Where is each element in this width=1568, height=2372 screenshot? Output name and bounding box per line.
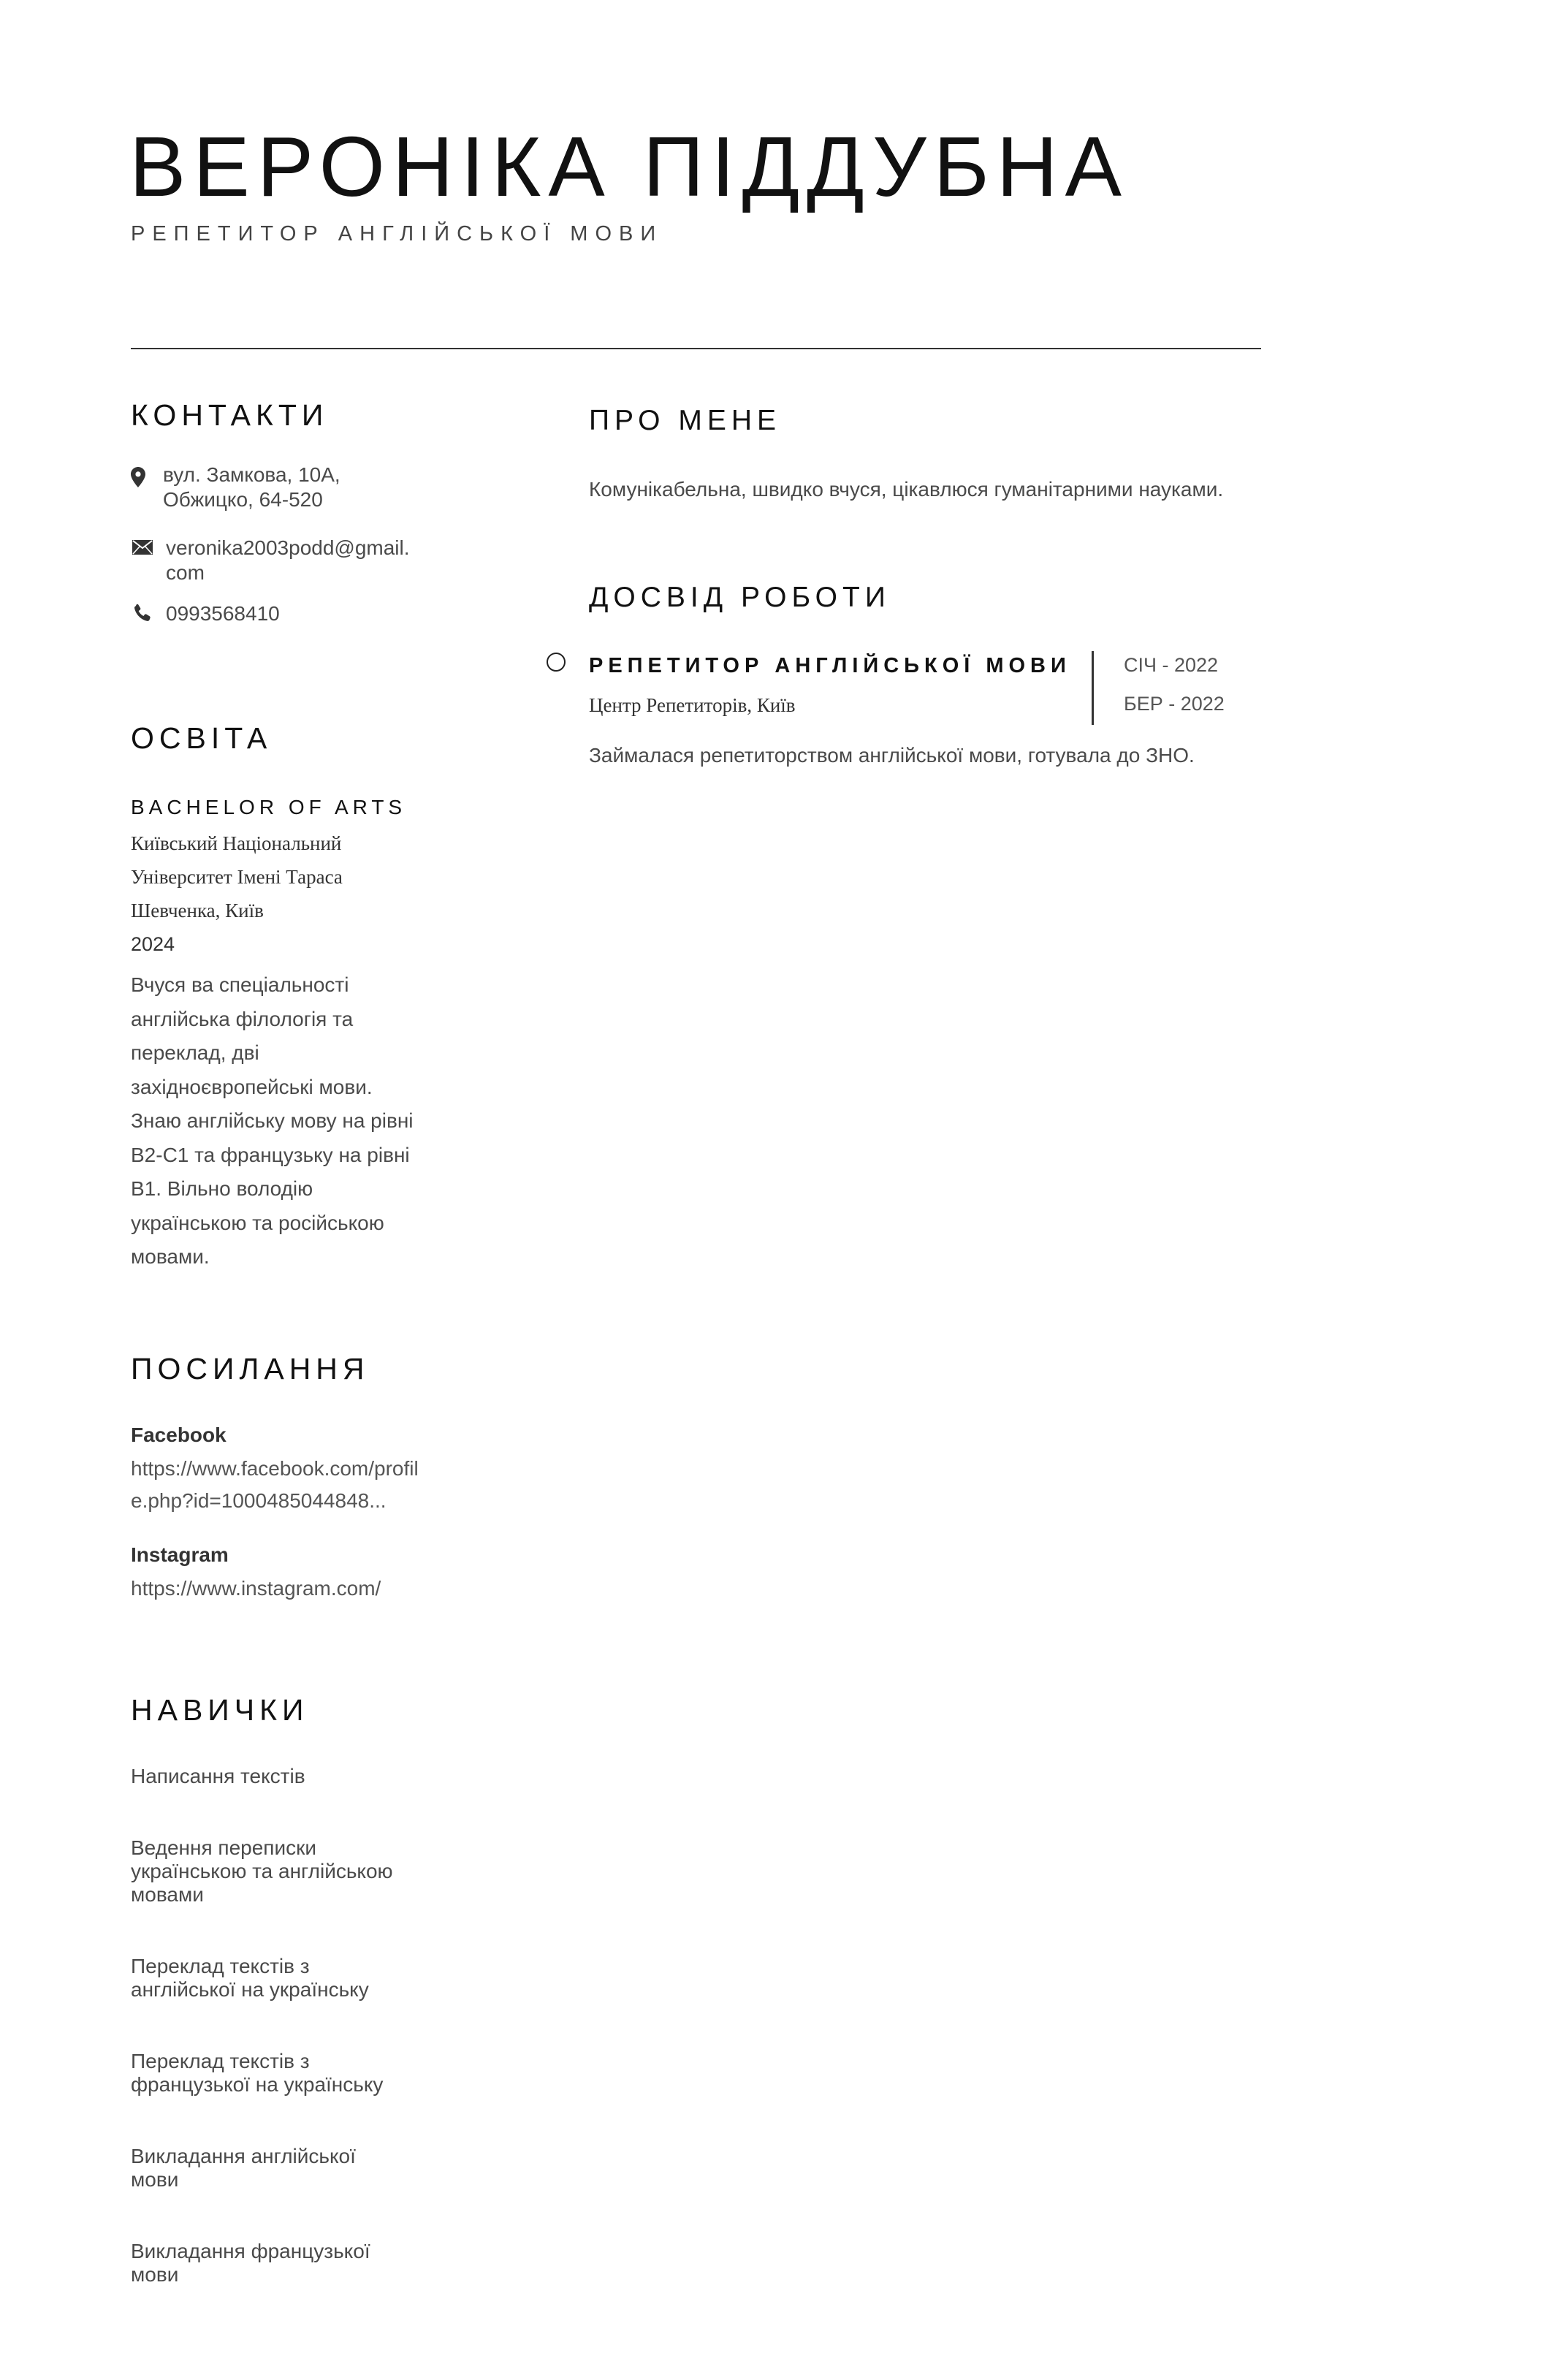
job-dates xyxy=(1124,655,1241,714)
email-link[interactable]: veronika2003podd@gmail.com xyxy=(166,536,410,584)
contact-phone xyxy=(131,601,430,626)
experience-section xyxy=(589,583,1261,768)
about-section xyxy=(589,406,1223,502)
job-title: РЕПЕТИТОР АНГЛІЙСЬКОЇ МОВИ xyxy=(589,654,1071,677)
skill-item: Ведення переписки українською та англійською мовами xyxy=(131,1836,393,1906)
job-description: Займалася репетиторством англійської мови, готувала до ЗНО. xyxy=(589,744,1195,767)
links-heading: ПОСИЛАННЯ xyxy=(131,1352,370,1385)
job-end-date: БЕР - 2022 xyxy=(1124,693,1225,715)
instagram-link[interactable]: https://www.instagram.com/ xyxy=(131,1577,381,1600)
institution-line: Університет Імені Тараса xyxy=(131,866,343,888)
job-start-date: СІЧ - 2022 xyxy=(1124,654,1219,676)
education-heading: ОСВІТА xyxy=(131,721,273,755)
phone-text: 0993568410 xyxy=(166,602,280,625)
contact-address xyxy=(131,463,430,512)
skills-section xyxy=(131,1695,430,2287)
skill-item: Викладання французької мови xyxy=(131,2240,370,2286)
skill-item: Викладання англійської мови xyxy=(131,2145,356,2191)
phone-icon xyxy=(131,601,154,625)
education-institution xyxy=(131,826,430,927)
institution-line: Київський Національний xyxy=(131,832,342,854)
candidate-name: ВЕРОНІКА ПІДДУБНА xyxy=(129,119,1129,214)
timeline-bullet xyxy=(547,653,566,672)
education-degree: BACHELOR OF ARTS xyxy=(131,796,407,818)
about-text: Комунікабельна, швидко вчуся, цікавлюся гуманітарними науками. xyxy=(589,478,1224,501)
address-text: вул. Замкова, 10А, Обжицко, 64-520 xyxy=(163,463,340,511)
contact-email xyxy=(131,536,430,585)
experience-heading: ДОСВІД РОБОТИ xyxy=(589,582,891,613)
left-column xyxy=(131,398,430,2286)
skills-heading: НАВИЧКИ xyxy=(131,1693,309,1727)
links-section xyxy=(131,1354,430,1605)
job-entry xyxy=(589,655,1261,768)
facebook-label: Facebook xyxy=(131,1423,227,1446)
education-section xyxy=(131,723,430,1274)
candidate-title: РЕПЕТИТОР АНГЛІЙСЬКОЇ МОВИ xyxy=(131,222,663,246)
about-heading: ПРО МЕНЕ xyxy=(589,405,782,436)
education-year: 2024 xyxy=(131,933,175,955)
education-description: Вчуся ва спеціальності англійська філологія та переклад, дві західноєвропейські мови. Знаю англійську мову на рівні B2-C1 та французьку на рівні B1. Вільно володію українською та російською мовами. xyxy=(131,973,414,1268)
envelope-icon xyxy=(131,536,154,559)
header-divider xyxy=(131,348,1261,349)
location-pin-icon xyxy=(131,465,145,489)
facebook-link[interactable]: https://www.facebook.com/profile.php?id=1000485044848... xyxy=(131,1457,419,1512)
contacts-section xyxy=(131,400,430,626)
skill-item: Написання текстів xyxy=(131,1765,305,1787)
job-company: Центр Репетиторів, Київ xyxy=(589,694,796,716)
contacts-heading: КОНТАКТИ xyxy=(131,398,329,432)
skill-item: Переклад текстів з французької на українську xyxy=(131,2050,384,2096)
institution-line: Шевченка, Київ xyxy=(131,900,264,921)
skill-item: Переклад текстів з англійської на українську xyxy=(131,1955,369,2001)
instagram-label: Instagram xyxy=(131,1543,229,1566)
job-divider xyxy=(1092,651,1094,725)
